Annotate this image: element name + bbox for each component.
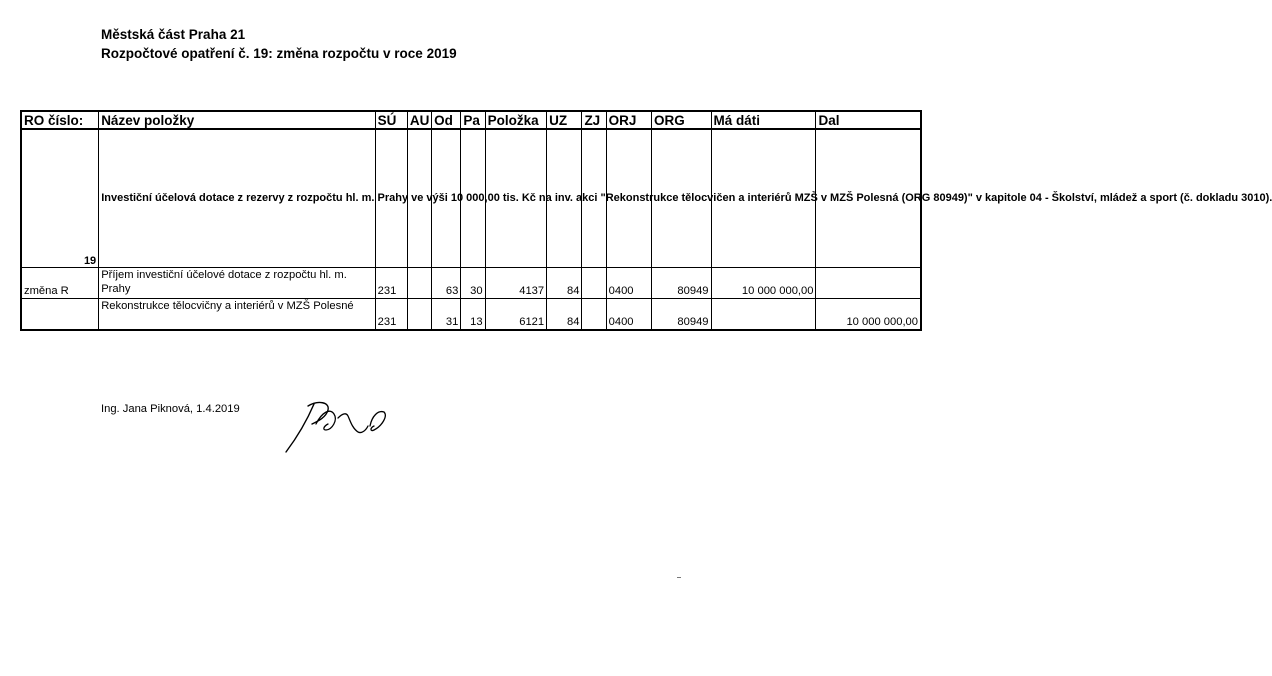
row-uz: 84 xyxy=(547,268,582,299)
document-title: Městská část Praha 21 xyxy=(101,27,246,42)
measure-description: Investiční účelová dotace z rezervy z rozpočtu hl. m. Prahy ve výši 10 000,00 tis. Kč na inv. akci "Rekonstrukce tělocvičen a interiérů MZŠ v MZŠ Polesná (ORG 80949)" v kapitole 04 - Školství, mládež a sport (č. dokladu 3010). xyxy=(99,129,375,268)
col-header-uz: UZ xyxy=(547,111,582,129)
description-row xyxy=(21,129,921,268)
row-ma-dati: 10 000 000,00 xyxy=(711,268,816,299)
row-au xyxy=(407,268,431,299)
col-header-au: AU xyxy=(407,111,431,129)
row-name: Příjem investiční účelové dotace z rozpočtu hl. m. Prahy xyxy=(99,268,375,299)
col-header-org: ORG xyxy=(652,111,712,129)
row-orj: 0400 xyxy=(606,299,651,331)
col-header-su: SÚ xyxy=(375,111,407,129)
row-ma-dati xyxy=(711,299,816,331)
row-pa: 13 xyxy=(461,299,485,331)
row-dal xyxy=(816,268,921,299)
ro-number: 19 xyxy=(21,129,99,268)
handwritten-signature xyxy=(278,392,398,454)
stray-mark xyxy=(677,577,681,578)
col-header-zj: ZJ xyxy=(582,111,606,129)
col-header-polozka: Položka xyxy=(485,111,547,129)
row-ro: změna R xyxy=(21,268,99,299)
col-header-ma-dati: Má dáti xyxy=(711,111,816,129)
col-header-orj: ORJ xyxy=(606,111,651,129)
col-header-od: Od xyxy=(432,111,461,129)
row-su: 231 xyxy=(375,268,407,299)
row-org: 80949 xyxy=(652,299,712,331)
row-od: 31 xyxy=(432,299,461,331)
table-header-row xyxy=(21,111,921,129)
row-name: Rekonstrukce tělocvičny a interiérů v MZŠ Polesné xyxy=(99,299,375,331)
row-au xyxy=(407,299,431,331)
table-row xyxy=(21,268,921,299)
signature-line: Ing. Jana Piknová, 1.4.2019 xyxy=(101,403,240,415)
table-row xyxy=(21,299,921,331)
row-orj: 0400 xyxy=(606,268,651,299)
row-zj xyxy=(582,299,606,331)
col-header-name: Název položky xyxy=(99,111,375,129)
col-header-dal: Dal xyxy=(816,111,921,129)
col-header-pa: Pa xyxy=(461,111,485,129)
row-pa: 30 xyxy=(461,268,485,299)
row-org: 80949 xyxy=(652,268,712,299)
row-uz: 84 xyxy=(547,299,582,331)
row-polozka: 4137 xyxy=(485,268,547,299)
row-dal: 10 000 000,00 xyxy=(816,299,921,331)
budget-table xyxy=(20,110,1272,331)
document-subtitle: Rozpočtové opatření č. 19: změna rozpočtu v roce 2019 xyxy=(101,46,457,61)
row-su: 231 xyxy=(375,299,407,331)
col-header-ro: RO číslo: xyxy=(21,111,99,129)
row-ro xyxy=(21,299,99,331)
row-zj xyxy=(582,268,606,299)
row-polozka: 6121 xyxy=(485,299,547,331)
row-od: 63 xyxy=(432,268,461,299)
